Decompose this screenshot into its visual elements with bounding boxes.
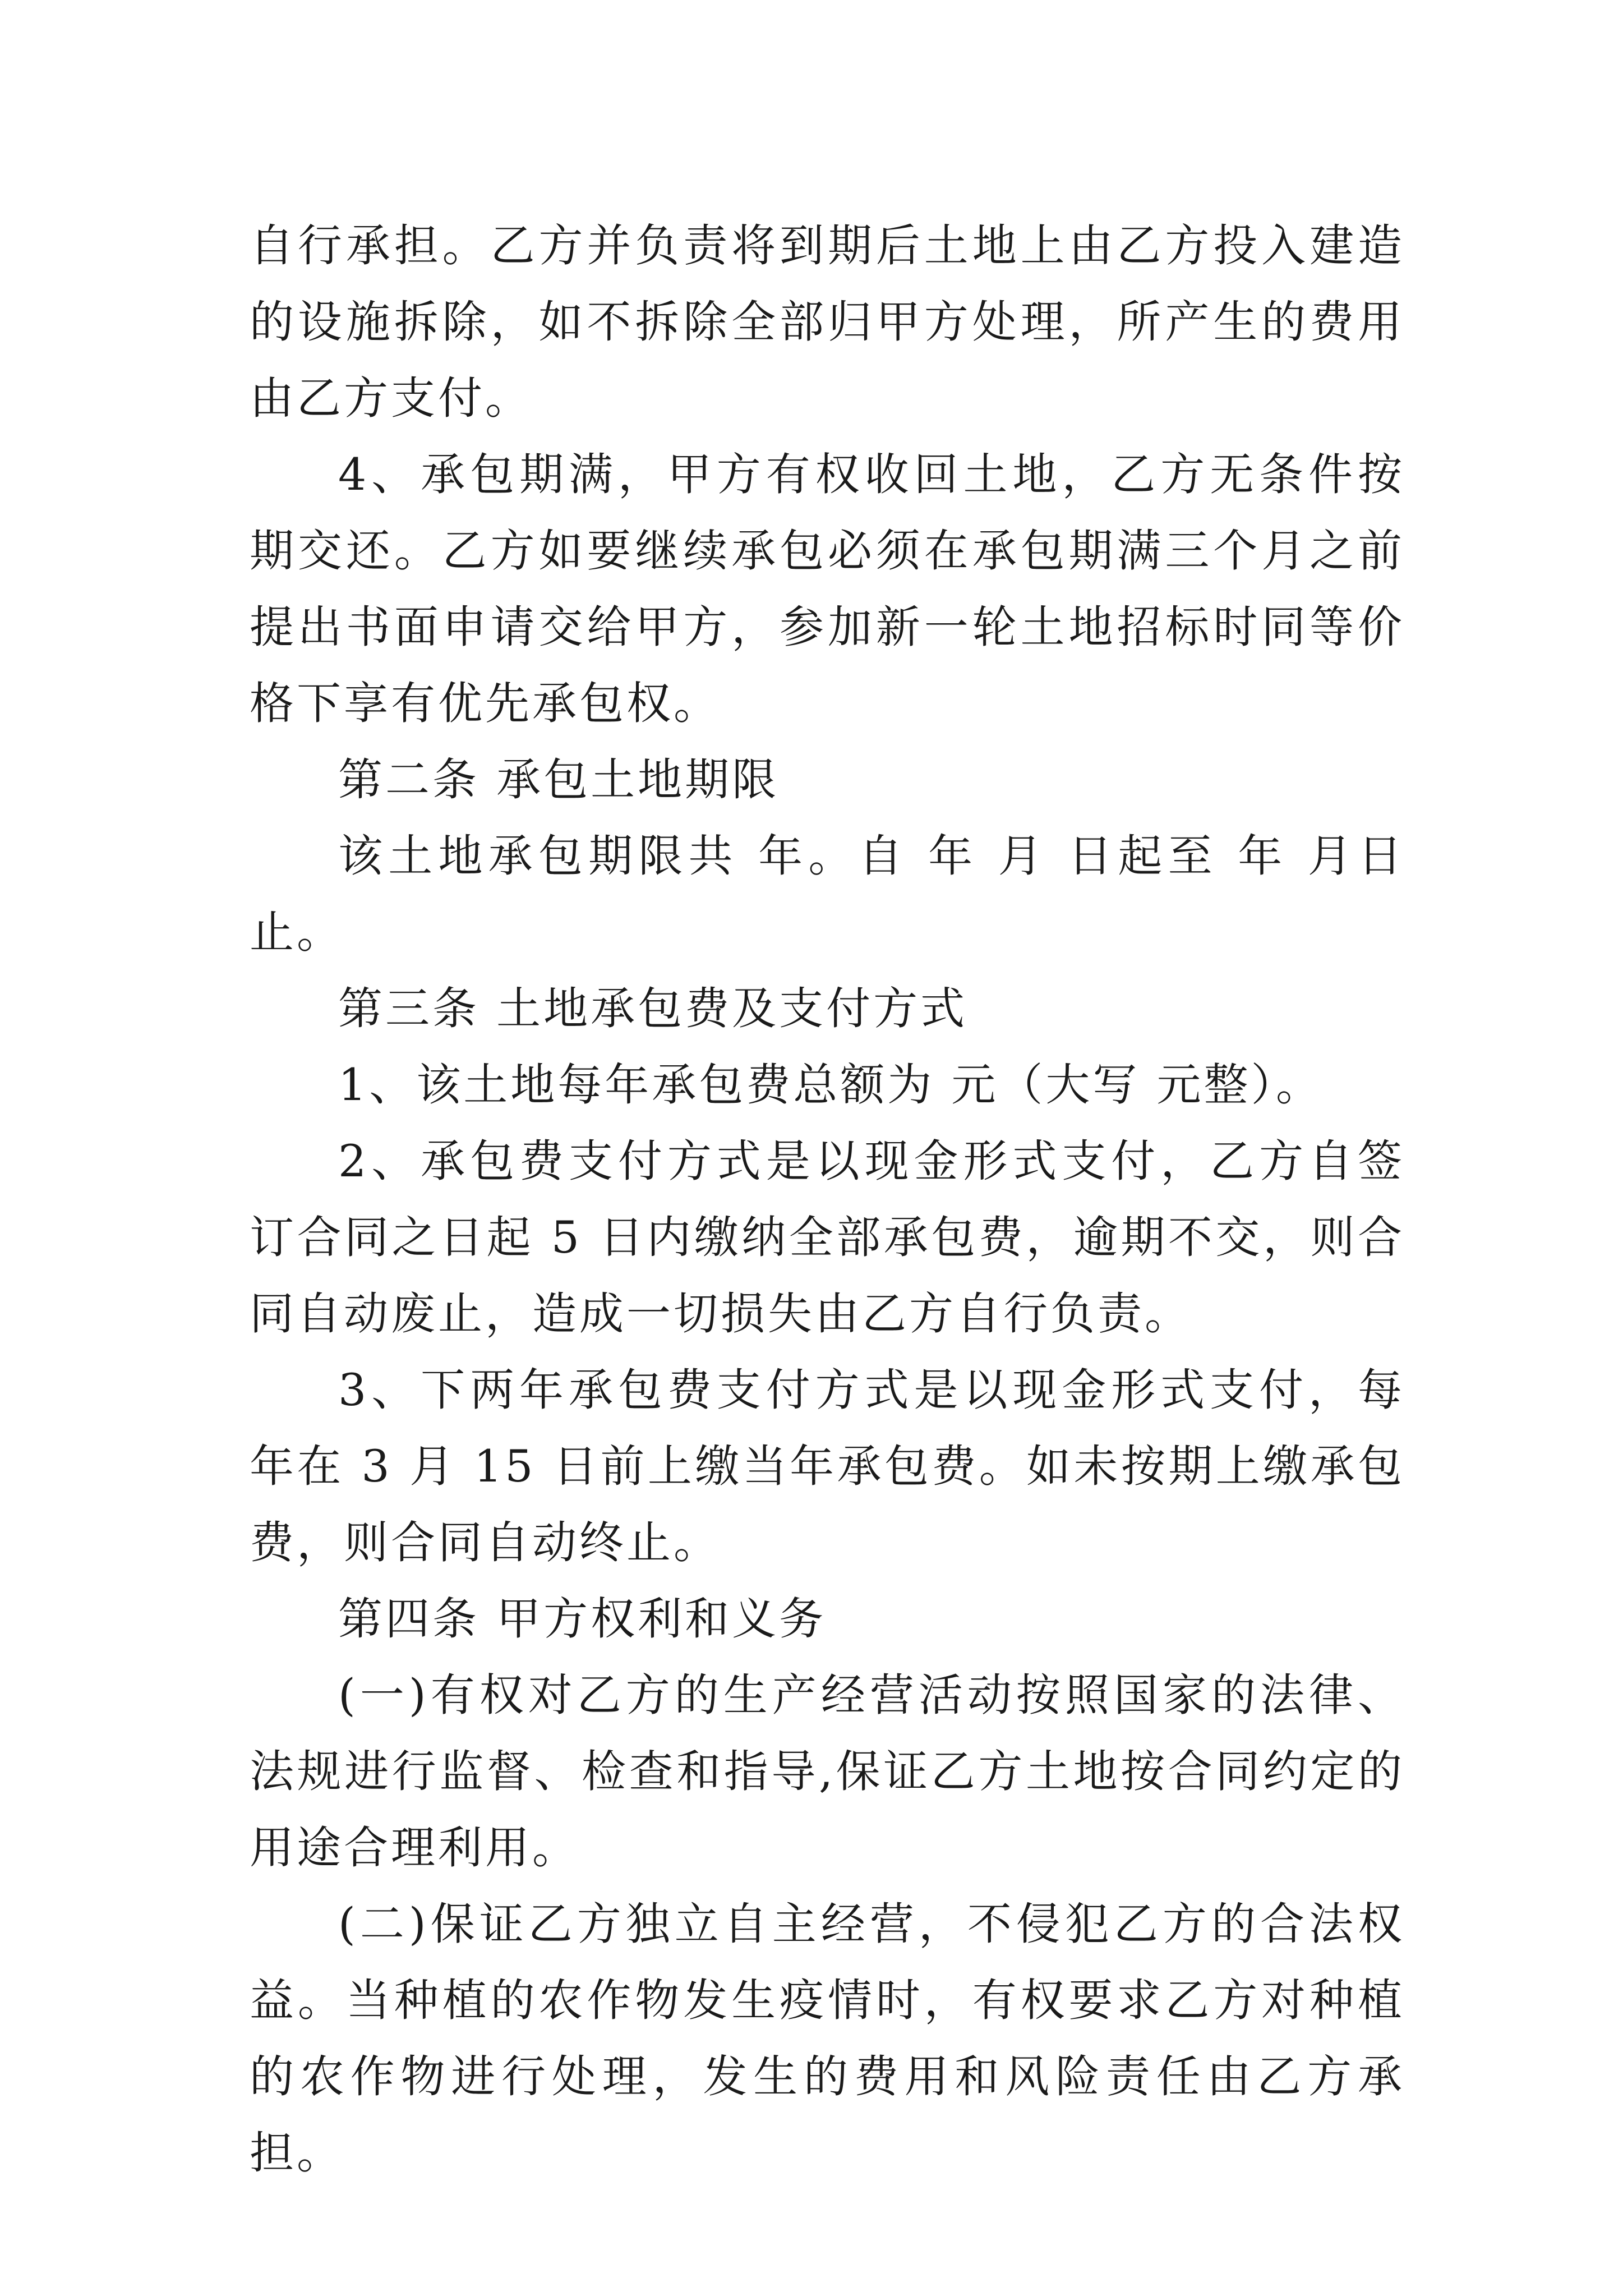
document-body <box>250 208 1405 2191</box>
paragraph-continuation: 自行承担。乙方并负责将到期后土地上由乙方投入建造的设施拆除，如不拆除全部归甲方处理，所产生的费用由乙方支付。 <box>250 220 1405 424</box>
paragraph-right-1: (一)有权对乙方的生产经营活动按照国家的法律、法规进行监督、检查和指导,保证乙方土地按合同约定的用途合理利用。 <box>250 1669 1405 1874</box>
paragraph-fee-1: 1、该土地每年承包费总额为 元（大写 元整）。 <box>338 1059 1323 1111</box>
paragraph-term: 该土地承包期限共 年。自 年 月 日起至 年 月日止。 <box>250 830 1405 958</box>
paragraph-fee-3: 3、下两年承包费支付方式是以现金形式支付，每年在 3 月 15 日前上缴当年承包费。如未按期上缴承包费，则合同自动终止。 <box>250 1364 1405 1568</box>
paragraph-right-2: (二)保证乙方独立自主经营，不侵犯乙方的合法权益。当种植的农作物发生疫情时，有权要求乙方对种植的农作物进行处理，发生的费用和风险责任由乙方承担。 <box>250 1898 1405 2179</box>
paragraph-clause-4: 4、承包期满，甲方有权收回土地，乙方无条件按期交还。乙方如要继续承包必须在承包期满三个月之前提出书面申请交给甲方，参加新一轮土地招标时同等价格下享有优先承包权。 <box>250 449 1405 729</box>
heading-article-2: 第二条 承包土地期限 <box>338 754 780 806</box>
paragraph-fee-2: 2、承包费支付方式是以现金形式支付，乙方自签订合同之日起 5 日内缴纳全部承包费，逾期不交，则合同自动废止，造成一切损失由乙方自行负责。 <box>250 1135 1405 1340</box>
heading-article-3: 第三条 土地承包费及支付方式 <box>338 983 968 1034</box>
heading-article-4: 第四条 甲方权利和义务 <box>338 1593 827 1645</box>
